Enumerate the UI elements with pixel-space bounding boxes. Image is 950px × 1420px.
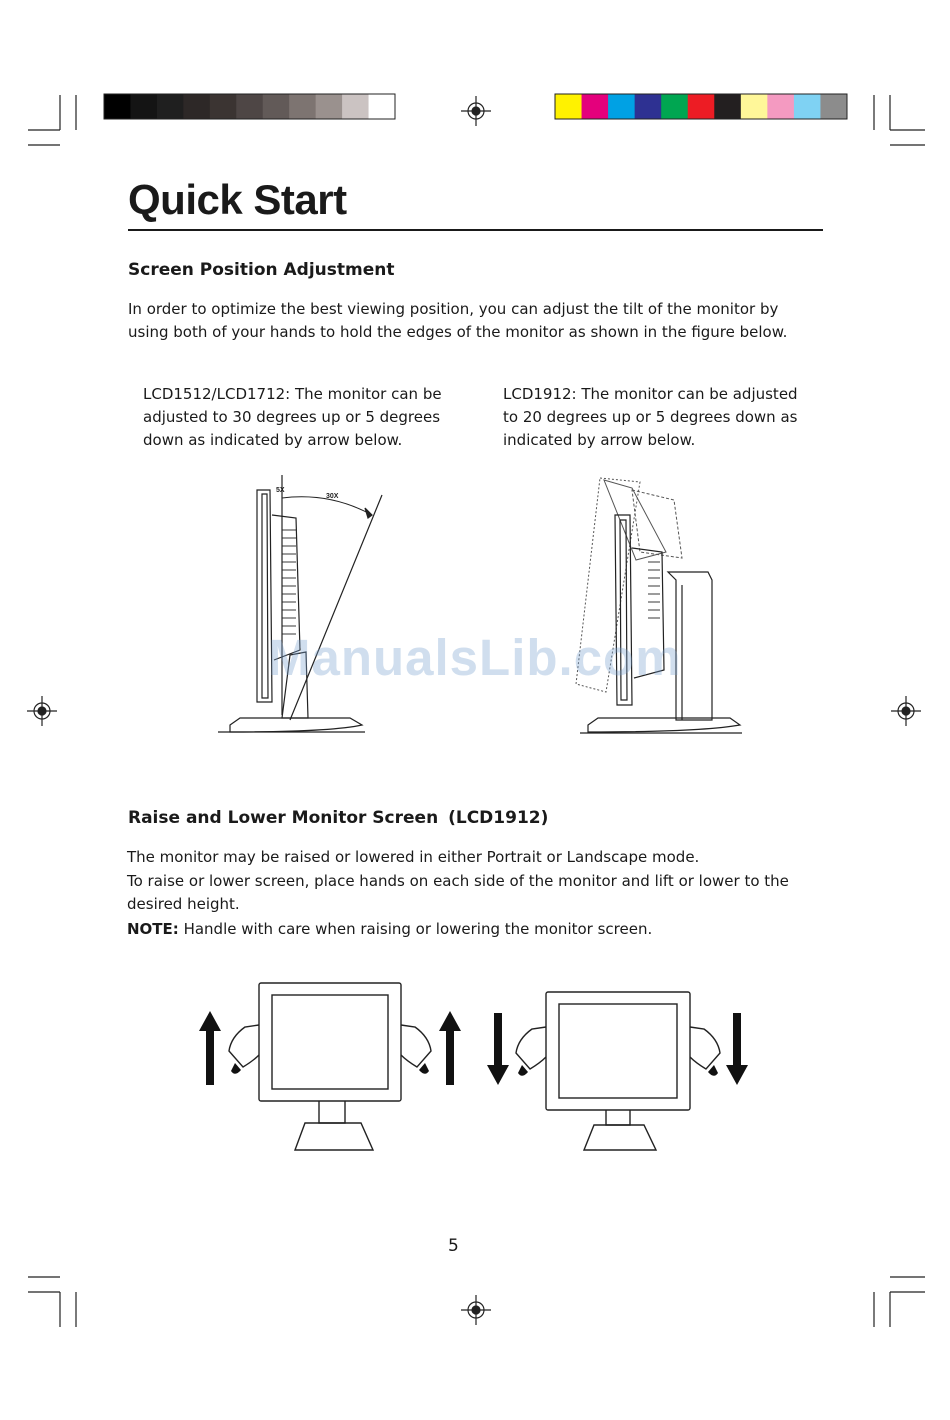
up-angle-label: 30X xyxy=(326,493,339,500)
text-line: to 20 degrees up or 5 degrees down as xyxy=(503,408,798,426)
calibration-swatch xyxy=(342,94,369,119)
raise-section-heading xyxy=(128,808,548,828)
raise-monitor-illustration xyxy=(195,975,475,1155)
text-line: adjusted to 30 degrees up or 5 degrees xyxy=(143,408,441,426)
note-label: NOTE: xyxy=(127,919,179,938)
tilt-section-heading: Screen Position Adjustment xyxy=(128,260,395,280)
calibration-swatch xyxy=(289,94,316,119)
lcd1512-caption xyxy=(143,383,442,452)
text-line: In order to optimize the best viewing position, you can adjust the tilt of the monitor by xyxy=(128,300,779,318)
grayscale-calibration-bar xyxy=(104,94,396,119)
note-text: Handle with care when raising or lowering the monitor screen. xyxy=(178,919,653,938)
calibration-swatch xyxy=(316,94,343,119)
calibration-swatch xyxy=(688,94,715,119)
lcd1912-tilt-illustration xyxy=(570,470,750,740)
calibration-swatch xyxy=(183,94,210,119)
calibration-swatch xyxy=(555,94,582,119)
lower-monitor-illustration xyxy=(478,975,758,1155)
calibration-swatch xyxy=(635,94,662,119)
title-rule xyxy=(128,229,823,231)
raise-heading-model: (LCD1912) xyxy=(448,808,549,828)
calibration-swatch xyxy=(369,94,396,119)
tilt-intro-paragraph xyxy=(128,298,787,344)
calibration-swatch xyxy=(794,94,821,119)
calibration-swatch xyxy=(263,94,290,119)
calibration-swatch xyxy=(767,94,794,119)
text-line: LCD1512/LCD1712: The monitor can be xyxy=(143,385,442,403)
text-line: down as indicated by arrow below. xyxy=(143,431,403,449)
page-title: Quick Start xyxy=(128,176,347,223)
calibration-swatch xyxy=(820,94,847,119)
calibration-swatch xyxy=(582,94,609,119)
raise-body-paragraph xyxy=(127,846,789,941)
calibration-swatch xyxy=(210,94,237,119)
lcd1512-tilt-illustration xyxy=(210,470,390,740)
calibration-swatch xyxy=(608,94,635,119)
text-line: using both of your hands to hold the edges of the monitor as shown in the figure below. xyxy=(128,323,788,341)
calibration-swatch xyxy=(236,94,263,119)
calibration-swatch xyxy=(714,94,741,119)
text-line: The monitor may be raised or lowered in either Portrait or Landscape mode. xyxy=(127,848,700,866)
page-number: 5 xyxy=(448,1236,459,1256)
text-line: To raise or lower screen, place hands on each side of the monitor and lift or lower to the xyxy=(127,871,789,890)
color-calibration-bar xyxy=(555,94,848,119)
calibration-swatch xyxy=(104,94,131,119)
calibration-swatch xyxy=(130,94,157,119)
text-line: LCD1912: The monitor can be adjusted xyxy=(503,385,798,403)
text-line: indicated by arrow below. xyxy=(503,431,696,449)
calibration-swatch xyxy=(157,94,184,119)
text-line: desired height. xyxy=(127,895,240,913)
down-angle-label: 5X xyxy=(276,487,285,494)
calibration-swatch xyxy=(661,94,688,119)
note-line xyxy=(127,918,789,942)
lcd1912-caption xyxy=(503,383,798,452)
calibration-swatch xyxy=(741,94,768,119)
raise-heading-main: Raise and Lower Monitor Screen xyxy=(128,808,439,828)
watermark: ManualsLib.com xyxy=(268,629,682,686)
